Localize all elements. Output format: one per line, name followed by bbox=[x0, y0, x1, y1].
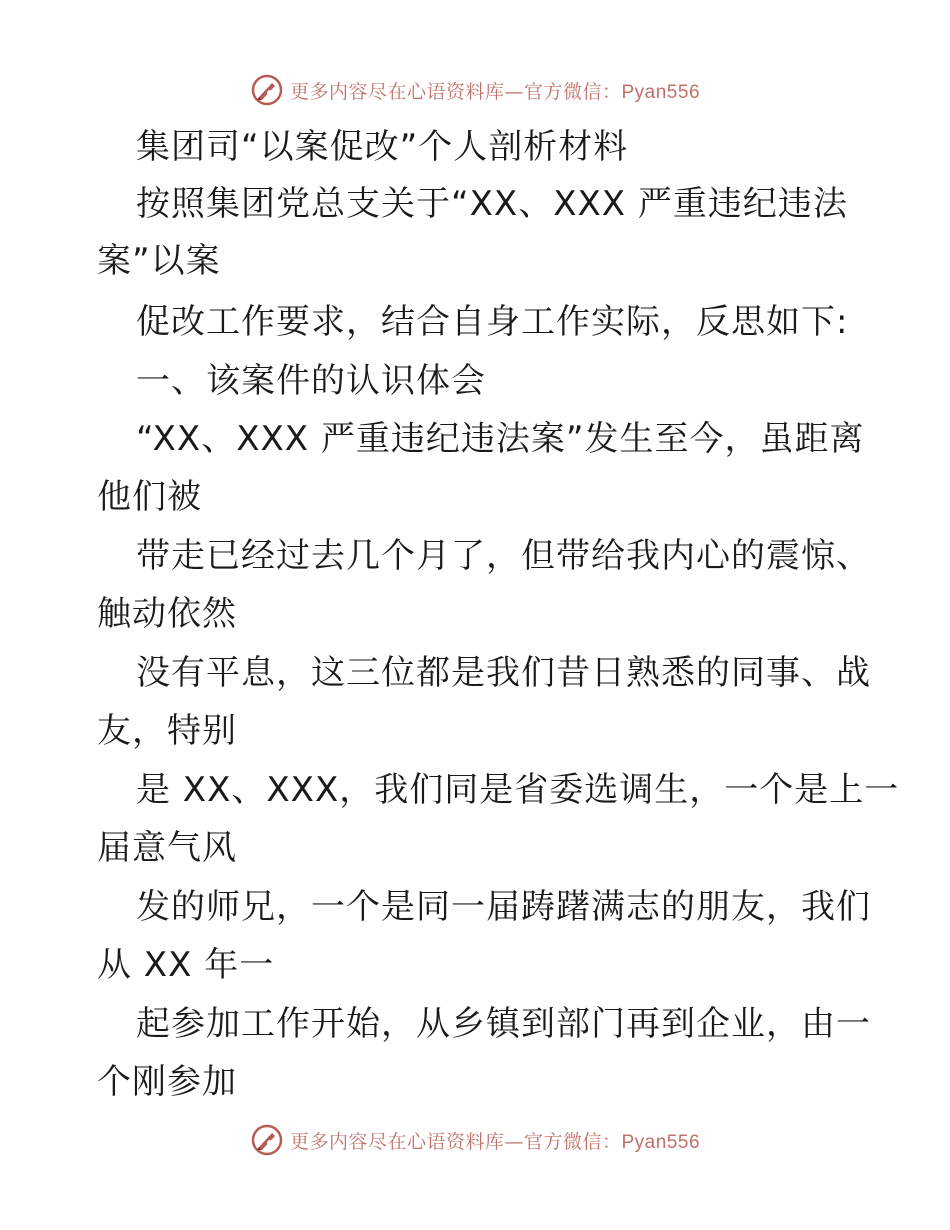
document-title: 集团司“以案促改”个人剖析材料 bbox=[136, 127, 629, 167]
pen-logo-icon bbox=[250, 73, 284, 107]
section-heading: 一、该案件的认识体会 bbox=[136, 361, 486, 401]
body-line: “XX、XXX 严重违纪违法案”发生至今，虽距离 bbox=[136, 419, 865, 459]
header-watermark-text: 更多内容尽在心语资料库—官方微信：Pyan556 bbox=[289, 80, 701, 103]
body-line: 案”以案 bbox=[97, 241, 221, 281]
body-line: 起参加工作开始，从乡镇到部门再到企业，由一 bbox=[136, 1004, 871, 1044]
body-line: 带走已经过去几个月了，但带给我内心的震惊、 bbox=[136, 536, 871, 576]
body-line: 是 XX、XXX，我们同是省委选调生，一个是上一 bbox=[136, 770, 900, 810]
body-line: 届意气风 bbox=[97, 828, 237, 868]
body-line: 他们被 bbox=[97, 477, 202, 517]
body-line: 个刚参加 bbox=[97, 1062, 237, 1102]
body-line: 友，特别 bbox=[97, 711, 237, 751]
footer-watermark-text: 更多内容尽在心语资料库—官方微信：Pyan556 bbox=[289, 1130, 701, 1153]
body-line: 促改工作要求，结合自身工作实际，反思如下: bbox=[136, 302, 849, 342]
body-line: 按照集团党总支关于“XX、XXX 严重违纪违法 bbox=[136, 184, 848, 224]
body-line: 触动依然 bbox=[97, 594, 237, 634]
body-line: 没有平息，这三位都是我们昔日熟悉的同事、战 bbox=[136, 653, 871, 693]
body-line: 发的师兄，一个是同一届踌躇满志的朋友，我们 bbox=[136, 887, 871, 927]
footer-watermark-banner bbox=[0, 1120, 950, 1160]
body-line: 从 XX 年一 bbox=[97, 945, 275, 985]
header-watermark-banner bbox=[0, 70, 950, 110]
pen-logo-icon bbox=[250, 1123, 284, 1157]
